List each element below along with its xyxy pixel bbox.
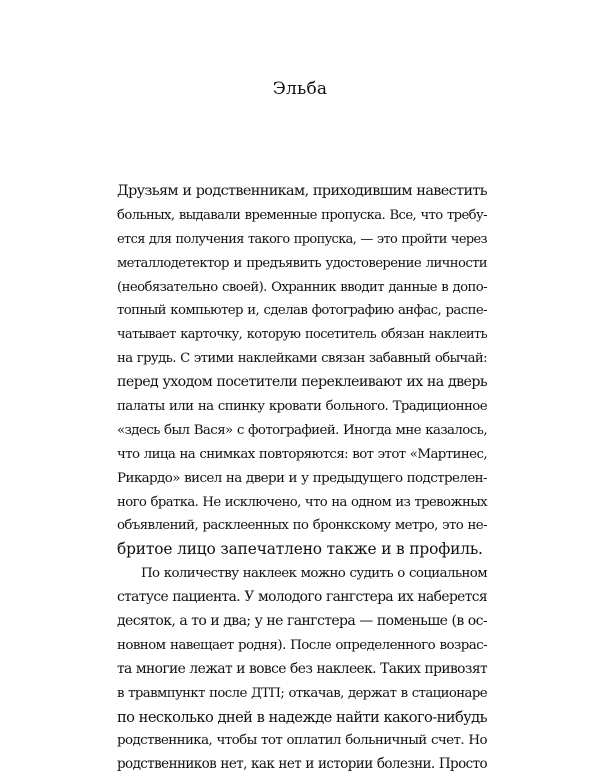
text-line: перед уходом посетители переклеивают их на дверь — [117, 374, 487, 391]
text-line: десяток, а то и два; у не гангстера — поменьше (в ос- — [117, 613, 487, 630]
text-line: что лица на снимках повторяются: вот этот «Мартинес, — [117, 446, 487, 462]
text-line: металлодетектор и предъявить удостоверение личности — [117, 255, 487, 271]
text-line: ного братка. Не исключено, что на одном из тревожных — [117, 494, 487, 510]
text-line: родственников нет, как нет и истории болезни. Просто — [117, 756, 487, 773]
text-line: чатывает карточку, которую посетитель обязан наклеить — [117, 327, 487, 343]
text-line: новном навещает родня). После определенного возрас- — [117, 637, 487, 653]
text-line: Рикардо» висел на двери и у предыдущего подстрелен- — [117, 470, 487, 486]
chapter-title: Эльба — [272, 79, 328, 99]
text-line: та многие лежат и вовсе без наклеек. Таких привозят — [117, 660, 487, 677]
text-line: статусе пациента. У молодого гангстера их наберется — [117, 589, 487, 606]
text-line: «здесь был Вася» с фотографией. Иногда мне казалось, — [117, 422, 487, 438]
text-line: больных, выдавали временные пропуска. Все, что требу- — [117, 207, 487, 223]
text-line: в травмпункт после ДТП; откачав, держат в стационаре — [117, 685, 487, 701]
text-line: По количеству наклеек можно судить о социальном — [141, 566, 487, 582]
text-line: Друзьям и родственникам, приходившим навестить — [117, 183, 487, 199]
text-line: топный компьютер и, сделав фотографию анфас, распе- — [117, 303, 487, 319]
text-line: ется для получения такого пропуска, — это пройти через — [117, 231, 487, 247]
text-line: на грудь. С этими наклейками связан забавный обычай: — [117, 351, 487, 367]
text-line: палаты или на спинку кровати больного. Традиционное — [117, 399, 487, 415]
text-line: родственника, чтобы тот оплатил больничный счет. Но — [117, 733, 487, 749]
text-line: бритое лицо запечатлено также и в профиль. — [117, 540, 483, 559]
body-text — [117, 180, 487, 777]
text-line: объявлений, расклеенных по бронкскому метро, это не- — [117, 518, 487, 534]
text-line: (необязательно своей). Охранник вводит данные в допо- — [117, 279, 487, 295]
text-line: по несколько дней в надежде найти какого-нибудь — [117, 708, 487, 726]
